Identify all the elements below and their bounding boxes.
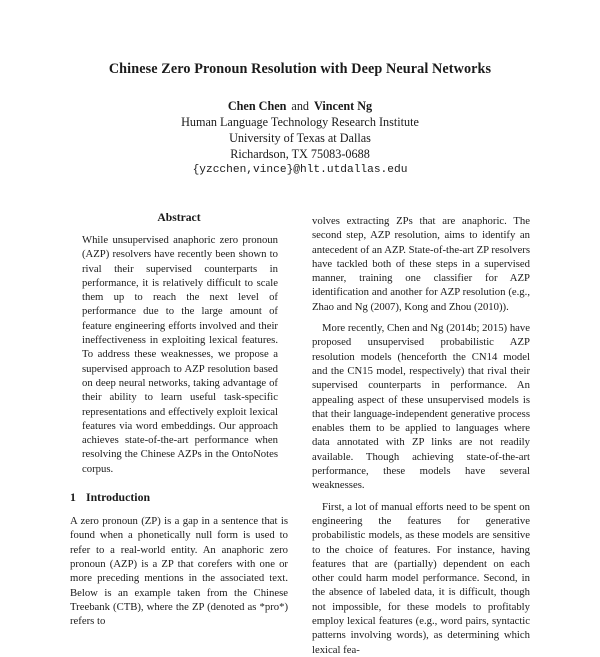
left-column (70, 211, 288, 628)
author-names (0, 98, 600, 114)
intro-paragraph: A zero pronoun (ZP) is a gap in a sentence that is found when a phonetically null form is used to refer to a real-world entity. An anaphoric zero pronoun (AZP) is a ZP that corefers with one or more preceding mentions in the associated text. Below is an example taken from the Chinese Treebank (CTB), where the ZP (denoted as *pro*) refers to (70, 515, 288, 628)
body-paragraph: volves extracting ZPs that are anaphoric. The second step, AZP resolution, aims to identify an antecedent of an AZP. State-of-the-art ZP resolvers have tackled both of these steps in a supervised manner, training one classifier for AZP identification and another for AZP resolution (e.g., Zhao and Ng (2007), Kong and Zhou (2010)). (312, 215, 530, 313)
author-block (0, 98, 600, 178)
affiliation-address: Richardson, TX 75083-0688 (230, 147, 370, 161)
paper-title: Chinese Zero Pronoun Resolution with Deep Neural Networks (108, 61, 492, 77)
body-paragraph: First, a lot of manual efforts need to be spent on engineering the features for generative probabilistic models, as these models are sensitive to the choice of features. For instance, having features that are (partially) dependent on each other could harm model performance. Second, in the absence of labeled data, it is difficult, though not impossible, for these models to profitably employ lexical features (e.g., word pairs, syntactic patterns involving words), as determining which lexical fea- (312, 500, 530, 656)
author-email: {yzcchen,vince}@hlt.utdallas.edu (192, 164, 408, 176)
author-name: Chen Chen (227, 99, 287, 113)
section-number: 1 (70, 490, 76, 505)
section-heading (70, 490, 288, 505)
section-title: Introduction (86, 490, 151, 505)
abstract-heading: Abstract (157, 211, 201, 224)
right-column (312, 214, 530, 657)
body-paragraph: More recently, Chen and Ng (2014b; 2015) have proposed unsupervised probabilistic AZP resolution models (henceforth the CN14 model and the CN15 model, respectively) that rival their supervised counterparts in performance. An appealing aspect of these unsupervised models is that their language-independent generative process enables them to be applied to languages where data annotated with ZP links are not readily available. Though achieving state-of-the-art performance, these models have several weaknesses. (312, 322, 530, 492)
affiliation-university: University of Texas at Dallas (229, 131, 371, 145)
affiliation-institute: Human Language Technology Research Institute (181, 115, 419, 129)
author-conjunction: and (291, 99, 310, 113)
author-name: Vincent Ng (314, 99, 373, 113)
abstract-text: While unsupervised anaphoric zero pronoun (AZP) resolvers have recently been shown to rival their supervised counterparts in performance, it is relatively difficult to scale them up to reach the next level of performance due to the large amount of feature engineering efforts involved and their ineffectiveness in exploiting lexical features. To address these weaknesses, we propose a supervised approach to AZP resolution based on deep neural networks, taking advantage of their ability to learn useful task-specific representations and effectively exploit lexical features via word embeddings. Our approach achieves state-of-the-art performance when resolving the Chinese AZPs in the OntoNotes corpus. (82, 234, 278, 475)
